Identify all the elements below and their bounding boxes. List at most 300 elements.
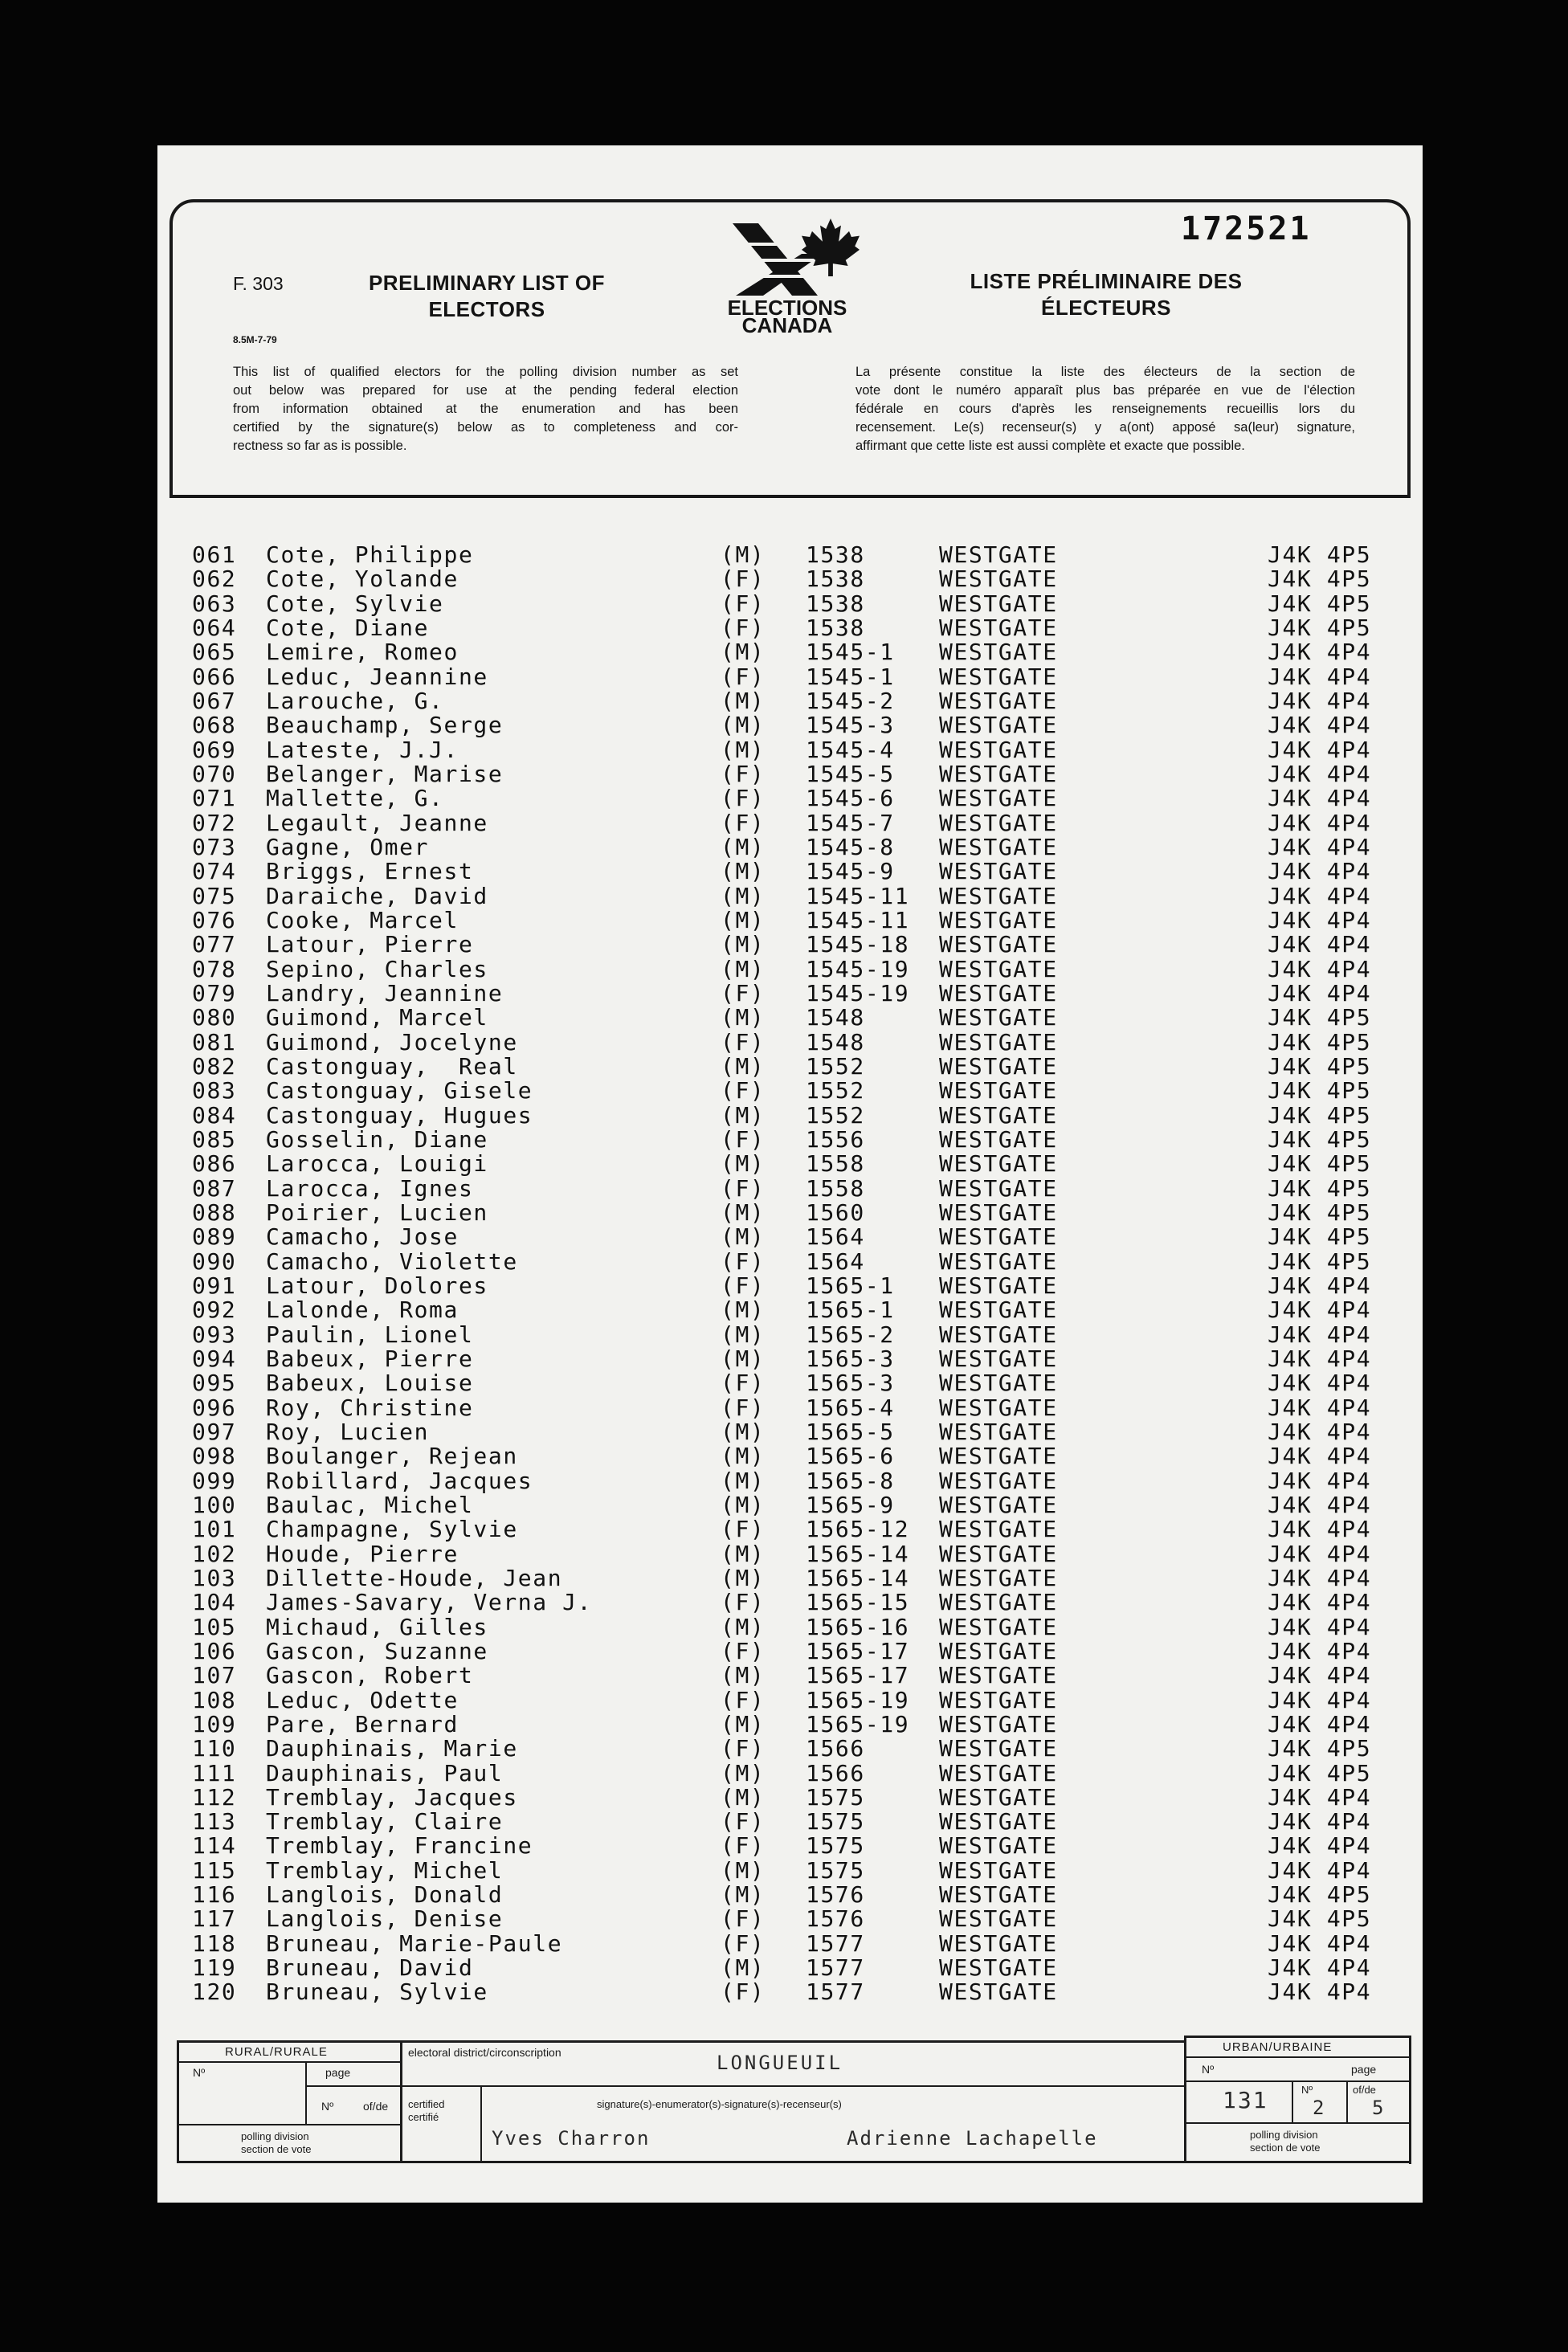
elector-name: Latour, Dolores (266, 1272, 488, 1299)
logo-text-canada: CANADA (741, 313, 833, 337)
postal-code: J4K 4P4 (1268, 1832, 1372, 1860)
footer-rule (305, 2061, 307, 2124)
elector-name: Tremblay, Claire (266, 1808, 504, 1835)
civic-number: 1545-1 (806, 663, 895, 690)
elector-name: Camacho, Violette (266, 1247, 518, 1275)
elector-name: Leduc, Odette (266, 1686, 459, 1713)
elector-name: Castonguay, Gisele (266, 1077, 533, 1105)
civic-number: 1545-9 (806, 858, 895, 885)
elector-number: 069 (192, 736, 237, 763)
elector-row (0, 1174, 1568, 1202)
street-name: WESTGATE (939, 614, 1058, 641)
civic-number: 1560 (806, 1198, 865, 1226)
elector-name: Babeux, Pierre (266, 1345, 474, 1372)
civic-number: 1552 (806, 1077, 865, 1105)
elector-name: Lemire, Romeo (266, 639, 459, 666)
elector-name: Guimond, Marcel (266, 1004, 488, 1031)
postal-code: J4K 4P4 (1268, 1978, 1372, 2006)
street-name: WESTGATE (939, 882, 1058, 909)
elector-sex: (M) (721, 1759, 766, 1786)
postal-code: J4K 4P5 (1268, 1174, 1372, 1202)
civic-number: 1545-1 (806, 639, 895, 666)
elector-number: 087 (192, 1174, 237, 1202)
postal-code: J4K 4P4 (1268, 858, 1372, 885)
form-number: F. 303 (233, 273, 284, 294)
elector-sex: (M) (721, 1491, 766, 1518)
elector-sex: (M) (721, 541, 766, 568)
postal-code: J4K 4P4 (1268, 785, 1372, 812)
rural-number-label: Nº (193, 2066, 206, 2079)
street-name: WESTGATE (939, 1564, 1058, 1591)
elector-sex: (M) (721, 1783, 766, 1811)
certified-label: certified (408, 2098, 445, 2110)
elector-row (0, 1274, 1568, 1298)
elector-number: 085 (192, 1125, 237, 1153)
elector-number: 080 (192, 1004, 237, 1031)
elector-name: Langlois, Denise (266, 1905, 504, 1933)
footer-rule (177, 2124, 402, 2125)
elector-row (0, 1929, 1568, 1957)
elector-sex: (M) (721, 882, 766, 909)
elector-sex: (M) (721, 1540, 766, 1567)
street-name: WESTGATE (939, 1856, 1058, 1884)
elector-number: 103 (192, 1564, 237, 1591)
elector-sex: (M) (721, 858, 766, 885)
elector-sex: (M) (721, 906, 766, 933)
elector-name: Landry, Jeannine (266, 979, 504, 1007)
postal-code: J4K 4P4 (1268, 906, 1372, 933)
elector-sex: (M) (721, 639, 766, 666)
elector-name: Langlois, Donald (266, 1881, 504, 1909)
street-name: WESTGATE (939, 1735, 1058, 1762)
postal-code: J4K 4P5 (1268, 1881, 1372, 1909)
urban-section-de-vote-label: section de vote (1250, 2142, 1321, 2154)
elector-name: Gosselin, Diane (266, 1125, 488, 1153)
civic-number: 1552 (806, 1101, 865, 1129)
elector-number: 073 (192, 833, 237, 860)
rural-section-de-vote-label: section de vote (241, 2143, 312, 2155)
street-name: WESTGATE (939, 955, 1058, 982)
urban-page-label: page (1351, 2063, 1377, 2076)
civic-number: 1565-3 (806, 1345, 895, 1372)
elector-number: 067 (192, 687, 237, 714)
enumerator-signature-1: Yves Charron (492, 2127, 651, 2150)
civic-number: 1565-17 (806, 1637, 910, 1664)
polling-division-number: 131 (1223, 2087, 1268, 2113)
postal-code: J4K 4P5 (1268, 1247, 1372, 1275)
elector-sex: (F) (721, 1516, 766, 1543)
elector-row (0, 1125, 1568, 1153)
elector-row (0, 1566, 1568, 1590)
elector-row (0, 592, 1568, 616)
signature-label: signature(s)-enumerator(s)-signature(s)-recenseur(s) (597, 2098, 842, 2110)
elector-sex: (M) (721, 931, 766, 958)
civic-number: 1545-5 (806, 760, 895, 787)
elector-name: Gascon, Robert (266, 1662, 474, 1689)
elector-sex: (M) (721, 1881, 766, 1909)
elector-row (0, 616, 1568, 640)
elector-sex: (F) (721, 1905, 766, 1933)
elector-number: 086 (192, 1150, 237, 1178)
postal-code: J4K 4P4 (1268, 663, 1372, 690)
postal-code: J4K 4P4 (1268, 1710, 1372, 1737)
street-name: WESTGATE (939, 1418, 1058, 1445)
elector-number: 092 (192, 1296, 237, 1324)
civic-number: 1538 (806, 590, 865, 617)
street-name: WESTGATE (939, 833, 1058, 860)
elector-row (0, 713, 1568, 737)
elector-number: 107 (192, 1662, 237, 1689)
elector-row (0, 1469, 1568, 1493)
street-name: WESTGATE (939, 1443, 1058, 1470)
street-name: WESTGATE (939, 1978, 1058, 2006)
elector-number: 071 (192, 785, 237, 812)
elector-number: 094 (192, 1345, 237, 1372)
civic-number: 1565-5 (806, 1418, 895, 1445)
street-name: WESTGATE (939, 1321, 1058, 1348)
elections-canada-logo-icon (725, 218, 866, 299)
elector-row (0, 1834, 1568, 1858)
postal-code: J4K 4P4 (1268, 1564, 1372, 1591)
postal-code: J4K 4P5 (1268, 1223, 1372, 1251)
footer-rule (1346, 2080, 1348, 2122)
elector-sex: (F) (721, 760, 766, 787)
street-name: WESTGATE (939, 1759, 1058, 1786)
street-name: WESTGATE (939, 1686, 1058, 1713)
intro-english-line: certified by the signature(s) below as to completeness and cor- (233, 420, 738, 435)
elector-name: Michaud, Gilles (266, 1613, 488, 1640)
elector-name: Belanger, Marise (266, 760, 504, 787)
postal-code: J4K 4P4 (1268, 639, 1372, 666)
street-name: WESTGATE (939, 1052, 1058, 1080)
street-name: WESTGATE (939, 1198, 1058, 1226)
enumerator-signature-2: Adrienne Lachapelle (847, 2127, 1098, 2150)
street-name: WESTGATE (939, 1905, 1058, 1933)
street-name: WESTGATE (939, 1637, 1058, 1664)
civic-number: 1545-11 (806, 882, 910, 909)
footer-rule (1186, 2056, 1411, 2058)
elector-row (0, 1664, 1568, 1688)
district-value: LONGUEUIL (717, 2052, 843, 2074)
street-name: WESTGATE (939, 712, 1058, 739)
elector-row (0, 1856, 1568, 1884)
postal-code: J4K 4P4 (1268, 809, 1372, 836)
street-name: WESTGATE (939, 760, 1058, 787)
civic-number: 1538 (806, 614, 865, 641)
elector-name: Briggs, Ernest (266, 858, 474, 885)
rural-page-label: page (325, 2066, 351, 2079)
street-name: WESTGATE (939, 931, 1058, 958)
postal-code: J4K 4P4 (1268, 1296, 1372, 1324)
footer-rule (480, 2085, 482, 2162)
postal-code: J4K 4P5 (1268, 590, 1372, 617)
postal-code: J4K 4P5 (1268, 1052, 1372, 1080)
footer-rule (402, 2085, 1186, 2087)
elector-number: 117 (192, 1905, 237, 1933)
footer-rule (1186, 2080, 1411, 2082)
street-name: WESTGATE (939, 1101, 1058, 1129)
elector-number: 104 (192, 1589, 237, 1616)
elector-sex: (F) (721, 785, 766, 812)
civic-number: 1545-19 (806, 955, 910, 982)
civic-number: 1575 (806, 1856, 865, 1884)
street-name: WESTGATE (939, 809, 1058, 836)
elector-sex: (M) (721, 1101, 766, 1129)
civic-number: 1545-3 (806, 712, 895, 739)
street-name: WESTGATE (939, 541, 1058, 568)
civic-number: 1545-11 (806, 906, 910, 933)
intro-english (233, 363, 738, 455)
elector-row (0, 1371, 1568, 1395)
elector-sex: (F) (721, 1394, 766, 1421)
street-name: WESTGATE (939, 1272, 1058, 1299)
civic-number: 1556 (806, 1125, 865, 1153)
street-name: WESTGATE (939, 1174, 1058, 1202)
postal-code: J4K 4P4 (1268, 1272, 1372, 1299)
elector-number: 115 (192, 1856, 237, 1884)
postal-code: J4K 4P4 (1268, 1856, 1372, 1884)
elector-number: 093 (192, 1321, 237, 1348)
elector-sex: (M) (721, 1223, 766, 1251)
footer-rule (1292, 2080, 1293, 2122)
footer-rule (177, 2040, 1186, 2043)
civic-number: 1566 (806, 1759, 865, 1786)
footer-rule (1186, 2122, 1411, 2124)
street-name: WESTGATE (939, 1077, 1058, 1105)
elector-name: Dillette-Houde, Jean (266, 1564, 563, 1591)
elector-name: Pare, Bernard (266, 1710, 459, 1737)
elector-row (0, 1444, 1568, 1468)
elector-name: Larouche, G. (266, 687, 444, 714)
intro-french-line: recensement. Le(s) recenseur(s) y a(ont) apposé sa(leur) signature, (855, 420, 1355, 435)
elector-name: Champagne, Sylvie (266, 1516, 518, 1543)
elector-sex: (F) (721, 1028, 766, 1056)
street-name: WESTGATE (939, 858, 1058, 885)
street-name: WESTGATE (939, 1662, 1058, 1689)
civic-number: 1545-6 (806, 785, 895, 812)
elector-name: Larocca, Ignes (266, 1174, 474, 1202)
elector-name: Roy, Christine (266, 1394, 474, 1421)
postal-code: J4K 4P5 (1268, 1004, 1372, 1031)
elector-number: 106 (192, 1637, 237, 1664)
civic-number: 1564 (806, 1223, 865, 1251)
civic-number: 1552 (806, 1052, 865, 1080)
elector-number: 097 (192, 1418, 237, 1445)
elector-sex: (M) (721, 687, 766, 714)
elector-number: 095 (192, 1370, 237, 1397)
postal-code: J4K 4P4 (1268, 1637, 1372, 1664)
elector-sex: (M) (721, 833, 766, 860)
elector-number: 099 (192, 1467, 237, 1494)
postal-code: J4K 4P4 (1268, 1467, 1372, 1494)
intro-french-line: La présente constitue la liste des électeurs de la section de (855, 365, 1355, 379)
elector-name: Tremblay, Michel (266, 1856, 504, 1884)
postal-code: J4K 4P5 (1268, 1077, 1372, 1105)
street-name: WESTGATE (939, 1370, 1058, 1397)
elector-row (0, 811, 1568, 835)
elector-name: Castonguay, Real (266, 1052, 518, 1080)
civic-number: 1545-19 (806, 979, 910, 1007)
elector-name: Cote, Philippe (266, 541, 474, 568)
elector-name: Lalonde, Roma (266, 1296, 459, 1324)
elector-name: Cote, Sylvie (266, 590, 444, 617)
intro-english-line: from information obtained at the enumeration and has been (233, 402, 738, 416)
elector-sex: (F) (721, 1370, 766, 1397)
elector-number: 078 (192, 955, 237, 982)
elector-name: Daraiche, David (266, 882, 488, 909)
elector-number: 112 (192, 1783, 237, 1811)
elector-row (0, 1323, 1568, 1347)
serial-number: 172521 (1181, 210, 1312, 247)
page-total: 5 (1372, 2097, 1384, 2119)
print-code: 8.5M-7-79 (233, 334, 277, 345)
elector-name: Baulac, Michel (266, 1491, 474, 1518)
elector-name: Poirier, Lucien (266, 1198, 488, 1226)
street-name: WESTGATE (939, 1540, 1058, 1567)
elector-number: 100 (192, 1491, 237, 1518)
elector-name: James-Savary, Verna J. (266, 1589, 593, 1616)
rural-page-number-label: Nº (321, 2100, 334, 2113)
civic-number: 1565-9 (806, 1491, 895, 1518)
street-name: WESTGATE (939, 906, 1058, 933)
elector-number: 109 (192, 1710, 237, 1737)
elector-number: 108 (192, 1686, 237, 1713)
intro-french (855, 363, 1355, 455)
elector-row (0, 543, 1568, 567)
street-name: WESTGATE (939, 639, 1058, 666)
elector-number: 061 (192, 541, 237, 568)
elector-name: Mallette, G. (266, 785, 444, 812)
elector-row (0, 786, 1568, 811)
elector-number: 111 (192, 1759, 237, 1786)
elector-row (0, 955, 1568, 982)
elector-row (0, 1517, 1568, 1541)
elector-sex: (M) (721, 736, 766, 763)
title-french (932, 268, 1280, 321)
footer-rule (1409, 2036, 1411, 2164)
elector-sex: (M) (721, 1443, 766, 1470)
elector-sex: (F) (721, 979, 766, 1007)
elector-number: 065 (192, 639, 237, 666)
footer-rule (305, 2085, 402, 2087)
elector-name: Gagne, Omer (266, 833, 430, 860)
elector-row (0, 1783, 1568, 1811)
street-name: WESTGATE (939, 1345, 1058, 1372)
elector-row (0, 835, 1568, 860)
postal-code: J4K 4P5 (1268, 566, 1372, 593)
elector-name: Tremblay, Jacques (266, 1783, 518, 1811)
postal-code: J4K 4P5 (1268, 614, 1372, 641)
civic-number: 1565-19 (806, 1686, 910, 1713)
elector-sex: (M) (721, 1345, 766, 1372)
elector-sex: (F) (721, 1832, 766, 1860)
elector-number: 088 (192, 1198, 237, 1226)
civic-number: 1576 (806, 1905, 865, 1933)
elector-row (0, 567, 1568, 591)
civic-number: 1577 (806, 1954, 865, 1982)
elector-row (0, 1615, 1568, 1639)
elector-sex: (M) (721, 1150, 766, 1178)
civic-number: 1565-2 (806, 1321, 895, 1348)
elector-name: Dauphinais, Paul (266, 1759, 504, 1786)
elector-name: Latour, Pierre (266, 931, 474, 958)
elector-sex: (M) (721, 1662, 766, 1689)
postal-code: J4K 4P4 (1268, 833, 1372, 860)
civic-number: 1565-1 (806, 1296, 895, 1324)
street-name: WESTGATE (939, 785, 1058, 812)
elector-sex: (F) (721, 614, 766, 641)
postal-code: J4K 4P5 (1268, 1101, 1372, 1129)
street-name: WESTGATE (939, 1223, 1058, 1251)
elector-row (0, 1347, 1568, 1371)
elector-number: 062 (192, 566, 237, 593)
elector-row (0, 1907, 1568, 1931)
elector-number: 076 (192, 906, 237, 933)
elector-row (0, 1710, 1568, 1737)
civic-number: 1575 (806, 1832, 865, 1860)
district-label: electoral district/circonscription (408, 2046, 561, 2059)
civic-number: 1565-16 (806, 1613, 910, 1640)
elector-sex: (F) (721, 1174, 766, 1202)
elector-number: 072 (192, 809, 237, 836)
street-name: WESTGATE (939, 1394, 1058, 1421)
street-name: WESTGATE (939, 1491, 1058, 1518)
elector-sex: (M) (721, 1856, 766, 1884)
rural-label: RURAL/RURALE (225, 2045, 328, 2059)
street-name: WESTGATE (939, 1150, 1058, 1178)
civic-number: 1576 (806, 1881, 865, 1909)
elector-number: 079 (192, 979, 237, 1007)
elector-row (0, 860, 1568, 884)
elector-name: Gascon, Suzanne (266, 1637, 488, 1664)
civic-number: 1538 (806, 566, 865, 593)
elector-row (0, 1493, 1568, 1517)
title-english (337, 270, 636, 323)
elector-name: Beauchamp, Serge (266, 712, 504, 739)
postal-code: J4K 4P4 (1268, 882, 1372, 909)
elector-name: Sepino, Charles (266, 955, 488, 982)
street-name: WESTGATE (939, 1954, 1058, 1982)
elector-sex: (M) (721, 1004, 766, 1031)
postal-code: J4K 4P4 (1268, 1686, 1372, 1713)
elector-name: Dauphinais, Marie (266, 1735, 518, 1762)
street-name: WESTGATE (939, 1881, 1058, 1909)
civic-number: 1577 (806, 1929, 865, 1957)
street-name: WESTGATE (939, 1125, 1058, 1153)
street-name: WESTGATE (939, 1832, 1058, 1860)
elector-sex: (M) (721, 712, 766, 739)
elector-row (0, 762, 1568, 786)
elector-number: 075 (192, 882, 237, 909)
postal-code: J4K 4P4 (1268, 1808, 1372, 1835)
elector-sex: (M) (721, 1710, 766, 1737)
elector-row (0, 1420, 1568, 1444)
elector-name: Babeux, Louise (266, 1370, 474, 1397)
postal-code: J4K 4P4 (1268, 979, 1372, 1007)
elector-number: 116 (192, 1881, 237, 1909)
civic-number: 1565-8 (806, 1467, 895, 1494)
elector-row (0, 1737, 1568, 1761)
elector-number: 083 (192, 1077, 237, 1105)
civic-number: 1545-18 (806, 931, 910, 958)
elector-sex: (F) (721, 1686, 766, 1713)
elector-sex: (M) (721, 1564, 766, 1591)
elector-row (0, 1542, 1568, 1566)
elector-row (0, 1079, 1568, 1103)
postal-code: J4K 4P4 (1268, 931, 1372, 958)
logo-text-elections: ELECTIONS (727, 296, 847, 320)
civic-number: 1538 (806, 541, 865, 568)
